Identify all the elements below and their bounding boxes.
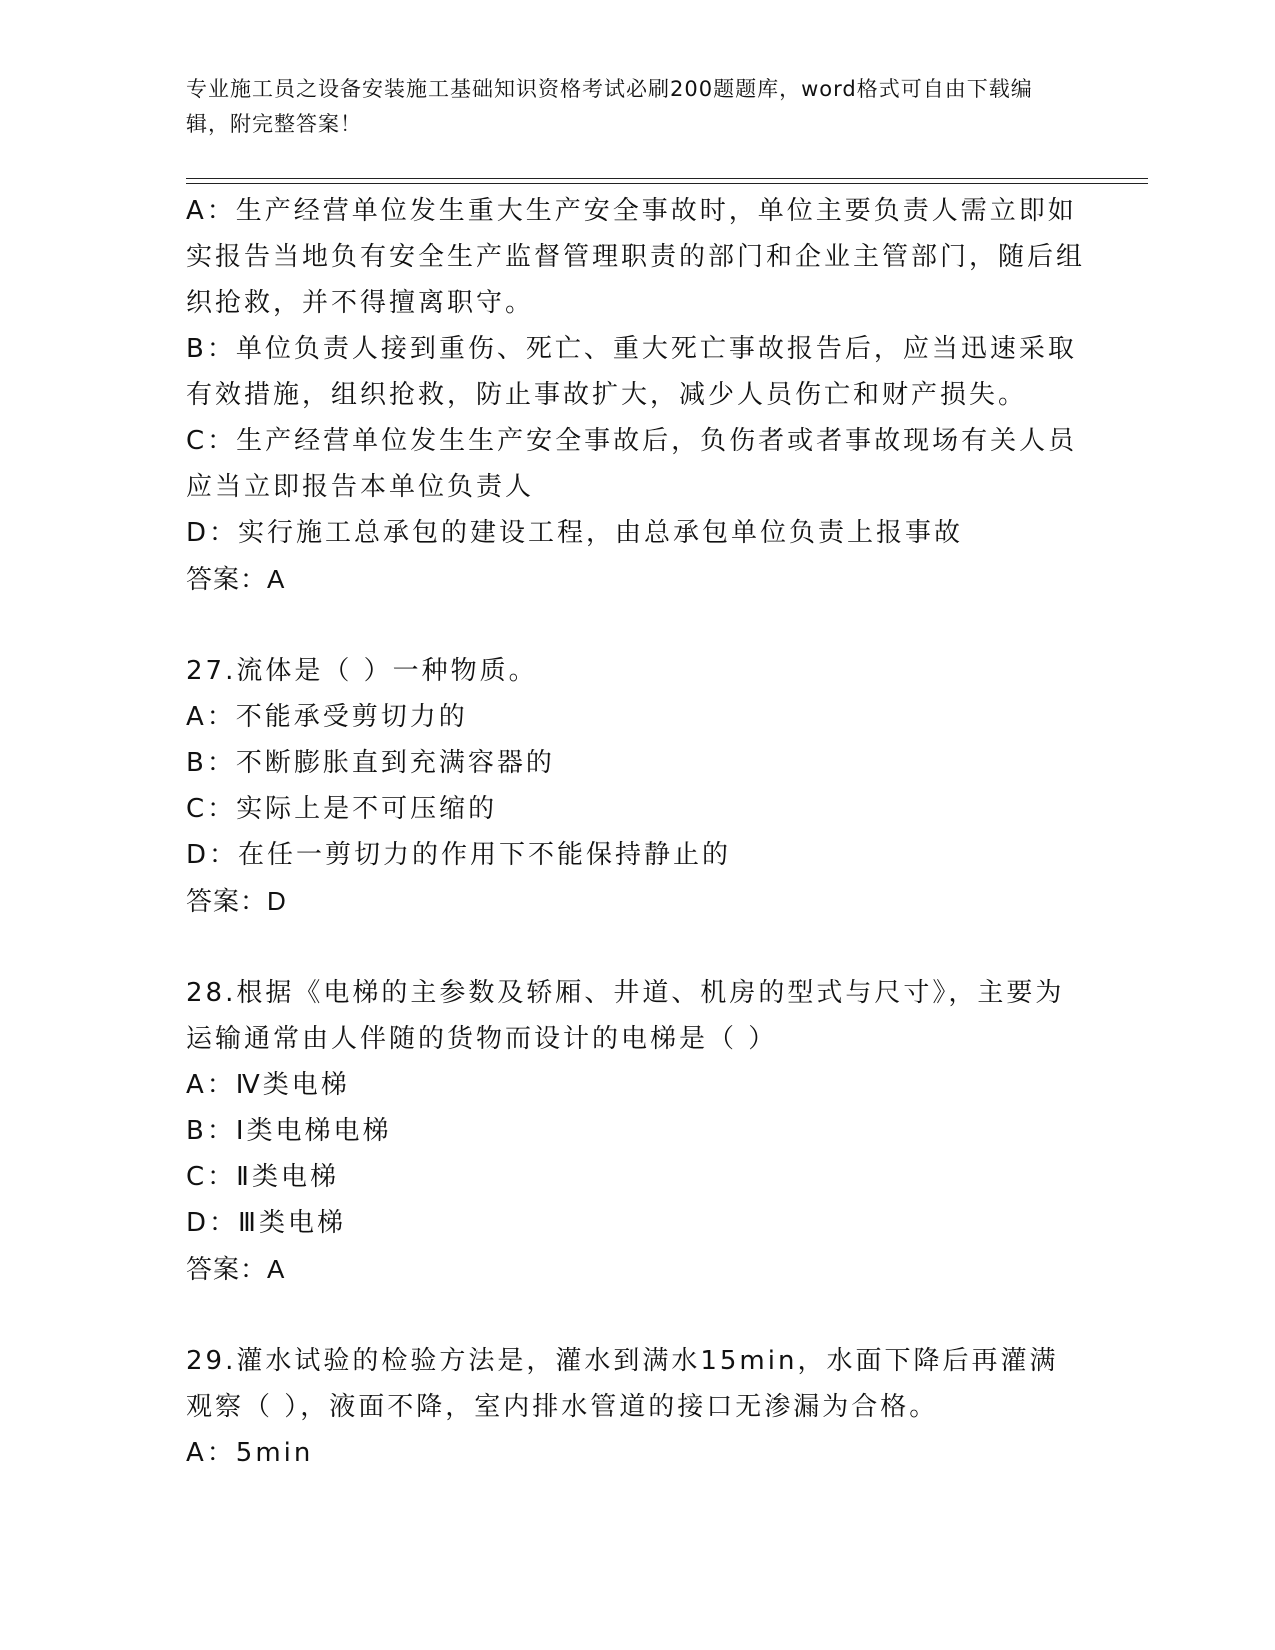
question-27 bbox=[186, 648, 1086, 924]
header-text: 专业施工员之设备安装施工基础知识资格考试必刷200题题库，word格式可自由下载编辑，附完整答案！ bbox=[186, 77, 1033, 136]
option-d: D：实行施工总承包的建设工程，由总承包单位负责上报事故 bbox=[186, 518, 964, 548]
spacer bbox=[186, 602, 1086, 648]
option-d: D：Ⅲ类电梯 bbox=[186, 1208, 346, 1238]
option-b: B：单位负责人接到重伤、死亡、重大死亡事故报告后，应当迅速采取有效措施，组织抢救，防止事故扩大，减少人员伤亡和财产损失。 bbox=[186, 334, 1077, 410]
header-rule-bottom bbox=[186, 183, 1148, 184]
question-26 bbox=[186, 188, 1086, 602]
option-c: C：实际上是不可压缩的 bbox=[186, 794, 498, 824]
question-content bbox=[186, 188, 1086, 1476]
option-b: B：Ⅰ类电梯电梯 bbox=[186, 1116, 392, 1146]
spacer bbox=[186, 1292, 1086, 1338]
answer: 答案：D bbox=[186, 886, 287, 916]
option-b: B：不断膨胀直到充满容器的 bbox=[186, 748, 555, 778]
option-a: A：不能承受剪切力的 bbox=[186, 702, 468, 732]
option-a: A：Ⅳ类电梯 bbox=[186, 1070, 350, 1100]
question-text: 29.灌水试验的检验方法是，灌水到满水15min，水面下降后再灌满观察（ ），液面不降，室内排水管道的接口无渗漏为合格。 bbox=[186, 1346, 1059, 1422]
option-d: D：在任一剪切力的作用下不能保持静止的 bbox=[186, 840, 732, 870]
option-a: A：生产经营单位发生重大生产安全事故时，单位主要负责人需立即如实报告当地负有安全生产监督管理职责的部门和企业主管部门，随后组织抢救，并不得擅离职守。 bbox=[186, 196, 1086, 318]
question-28 bbox=[186, 970, 1086, 1292]
answer: 答案：A bbox=[186, 564, 286, 594]
question-text: 28.根据《电梯的主参数及轿厢、井道、机房的型式与尺寸》，主要为运输通常由人伴随的货物而设计的电梯是（ ） bbox=[186, 978, 1065, 1054]
question-text: 27.流体是（ ）一种物质。 bbox=[186, 656, 538, 686]
question-29 bbox=[186, 1338, 1086, 1476]
document-header bbox=[186, 72, 1066, 142]
option-a: A：5min bbox=[186, 1438, 314, 1468]
header-rule-top bbox=[186, 178, 1148, 179]
spacer bbox=[186, 924, 1086, 970]
option-c: C：Ⅱ类电梯 bbox=[186, 1162, 339, 1192]
answer: 答案：A bbox=[186, 1254, 286, 1284]
option-c: C：生产经营单位发生生产安全事故后，负伤者或者事故现场有关人员应当立即报告本单位负责人 bbox=[186, 426, 1078, 502]
